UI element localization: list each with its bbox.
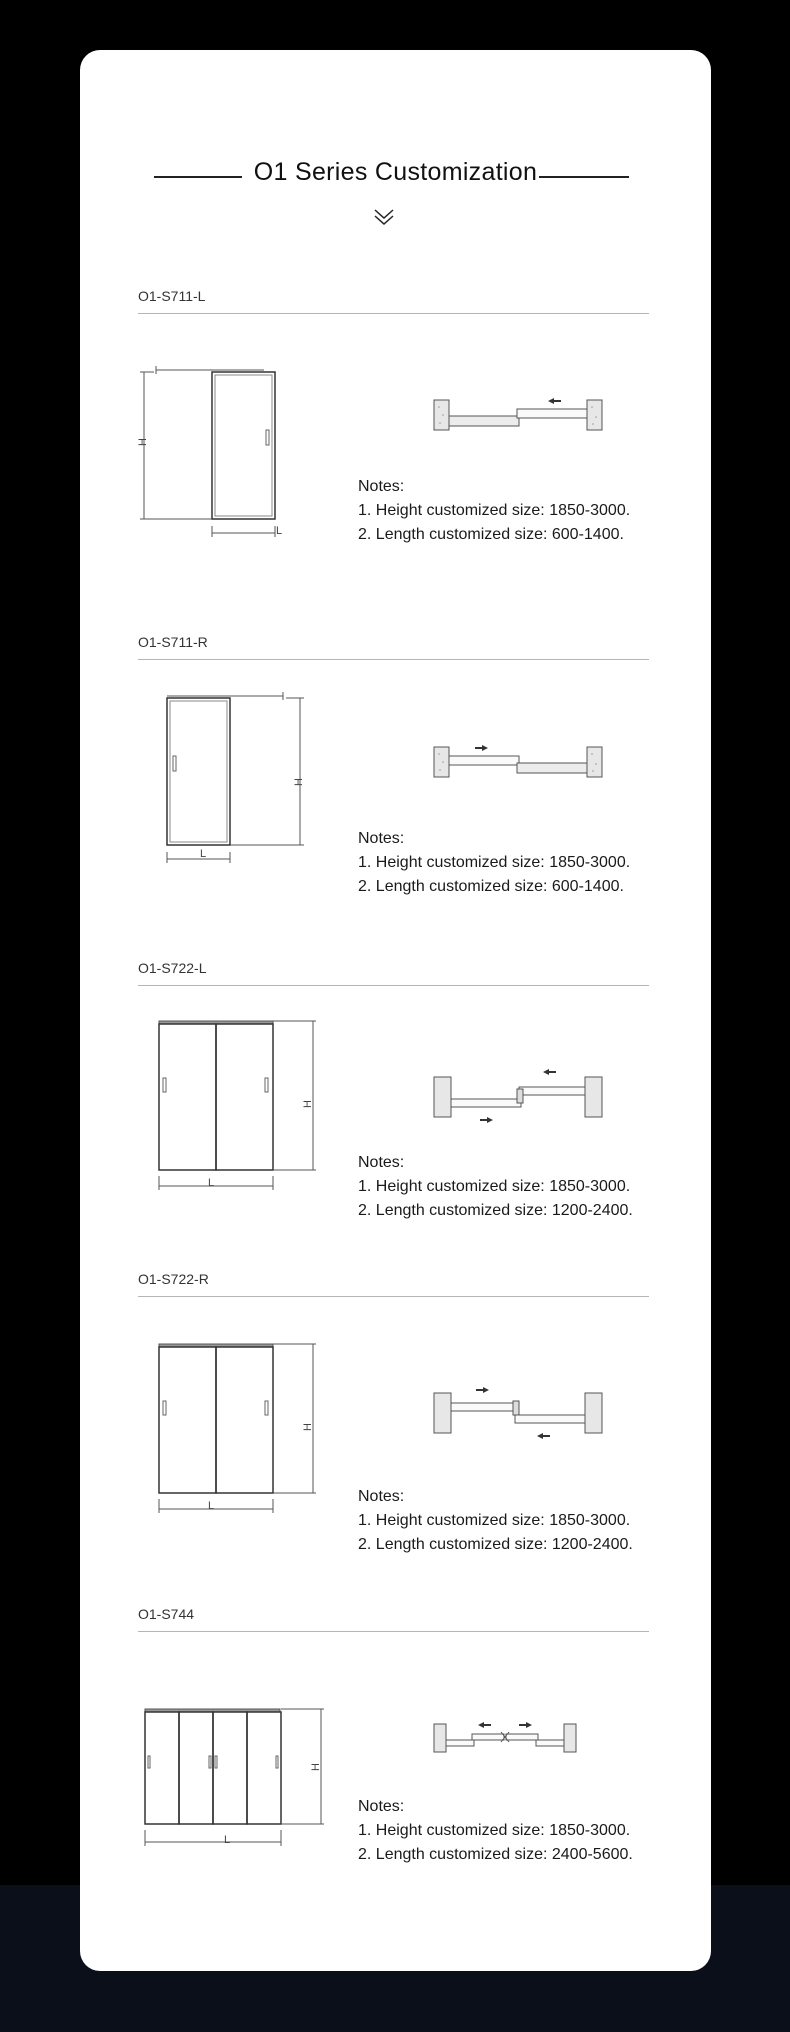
notes-block <box>358 1485 633 1557</box>
track-plan-drawing <box>434 1714 584 1754</box>
notes-heading: Notes: <box>358 1488 405 1505</box>
track-plan-drawing <box>434 1371 604 1441</box>
section-code: O1-S722-L <box>138 960 207 976</box>
notes-block <box>358 1795 633 1867</box>
height-label: H <box>309 1763 322 1771</box>
length-label: L <box>200 848 207 860</box>
height-label: H <box>301 1100 314 1108</box>
note-height: 1. Height customized size: 1850-3000. <box>358 854 631 871</box>
track-plan-drawing <box>434 1060 604 1120</box>
notes-heading: Notes: <box>358 830 405 847</box>
title-rule-right <box>539 176 629 178</box>
length-label: L <box>224 1834 231 1846</box>
note-length: 2. Length customized size: 1200-2400. <box>358 1536 633 1553</box>
note-length: 2. Length customized size: 2400-5600. <box>358 1846 633 1863</box>
track-plan-drawing <box>434 393 604 438</box>
section-code: O1-S744 <box>138 1606 195 1622</box>
notes-heading: Notes: <box>358 1154 405 1171</box>
length-label: L <box>208 1500 215 1512</box>
note-height: 1. Height customized size: 1850-3000. <box>358 502 631 519</box>
double-chevron-down-icon[interactable] <box>373 208 395 228</box>
note-length: 2. Length customized size: 1200-2400. <box>358 1202 633 1219</box>
height-label: H <box>292 778 305 786</box>
height-label: H <box>301 1423 314 1431</box>
section-code: O1-S711-L <box>138 288 206 304</box>
door-elevation-drawing <box>124 288 264 518</box>
length-label: L <box>276 525 283 537</box>
note-height: 1. Height customized size: 1850-3000. <box>358 1822 631 1839</box>
note-length: 2. Length customized size: 600-1400. <box>358 878 624 895</box>
page-title: O1 Series Customization <box>253 158 538 186</box>
notes-block <box>358 1151 633 1223</box>
notes-block <box>358 827 630 899</box>
notes-block <box>358 475 630 547</box>
customization-card <box>80 50 711 1971</box>
height-label: H <box>136 438 149 446</box>
door-elevation-drawing <box>124 1271 294 1501</box>
door-elevation-drawing <box>124 634 284 864</box>
length-label: L <box>208 1177 215 1189</box>
note-height: 1. Height customized size: 1850-3000. <box>358 1178 631 1195</box>
notes-heading: Notes: <box>358 478 405 495</box>
track-plan-drawing <box>434 740 604 785</box>
note-height: 1. Height customized size: 1850-3000. <box>358 1512 631 1529</box>
section-code: O1-S711-R <box>138 634 208 650</box>
door-elevation-drawing <box>124 1606 314 1846</box>
note-length: 2. Length customized size: 600-1400. <box>358 526 624 543</box>
door-elevation-drawing <box>124 960 294 1190</box>
section-code: O1-S722-R <box>138 1271 209 1287</box>
notes-heading: Notes: <box>358 1798 405 1815</box>
